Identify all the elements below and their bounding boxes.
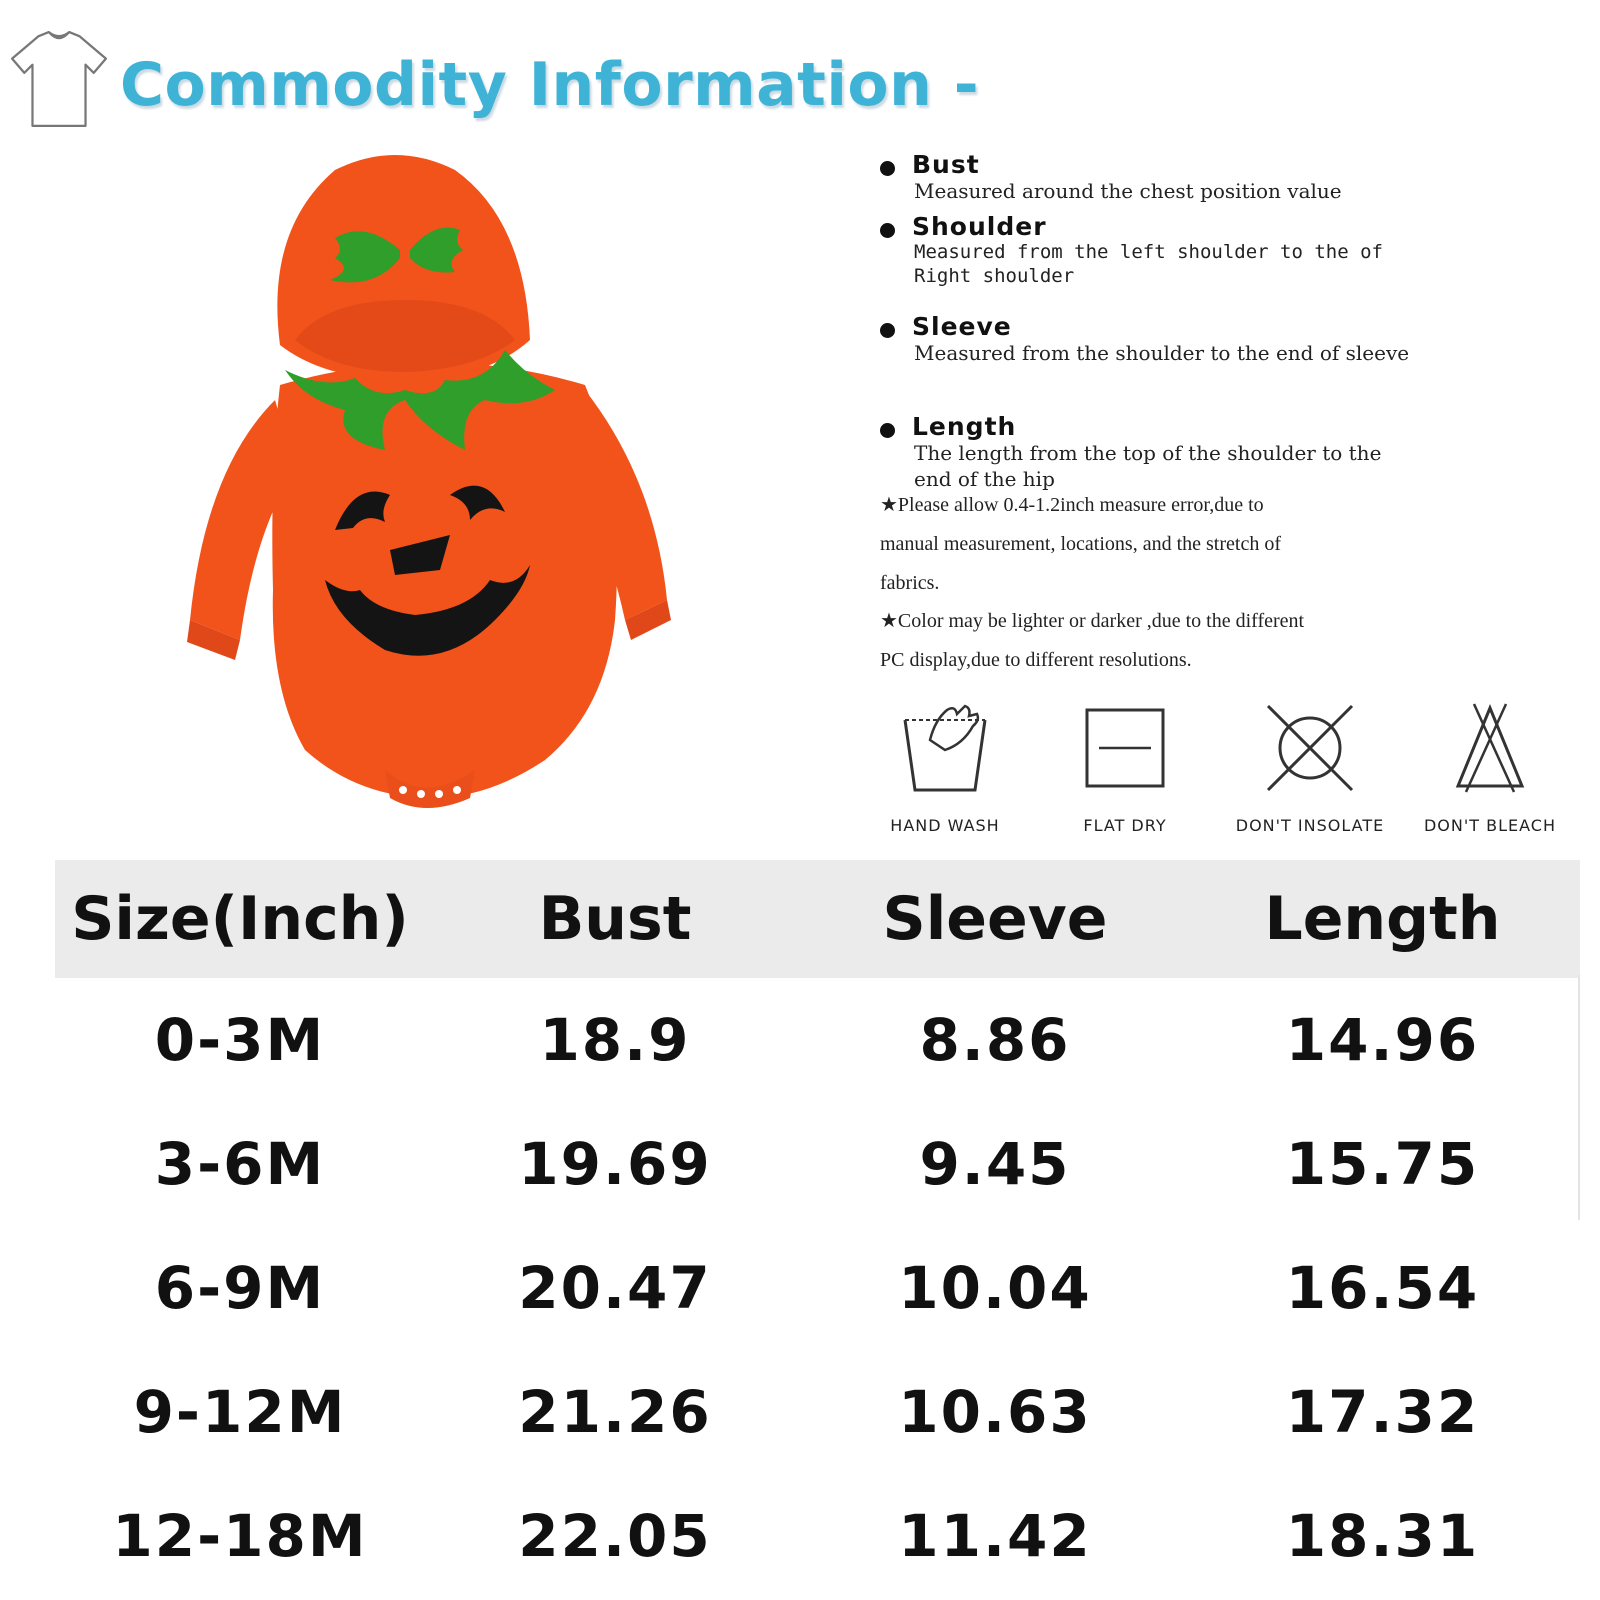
flat-dry-icon <box>1065 700 1185 800</box>
note-heading: Length <box>912 412 1017 441</box>
note-description: Measured from the left shoulder to the of Right shoulder <box>914 241 1383 287</box>
cell-size: 6-9M <box>154 1254 326 1322</box>
care-dont-insolate <box>1210 700 1410 840</box>
header-size: Size(Inch) <box>55 860 425 978</box>
bullet-icon <box>880 423 895 438</box>
note-heading: Sleeve <box>912 312 1012 341</box>
care-label: DON'T INSOLATE <box>1235 816 1385 835</box>
care-flat-dry <box>1025 700 1225 840</box>
cell-bust: 19.69 <box>518 1130 712 1198</box>
note-description: The length from the top of the shoulder to the end of the hip <box>914 441 1382 491</box>
no-bleach-icon <box>1430 700 1550 800</box>
cell-sleeve: 10.63 <box>898 1378 1092 1446</box>
cell-sleeve: 9.45 <box>919 1130 1071 1198</box>
care-label: FLAT DRY <box>1083 816 1167 835</box>
header-sleeve: Sleeve <box>805 860 1185 978</box>
no-sun-dry-icon <box>1250 700 1370 800</box>
bullet-icon <box>880 223 895 238</box>
pumpkin-romper-illustration <box>185 150 685 830</box>
cell-length: 16.54 <box>1285 1254 1480 1322</box>
measurement-notes <box>880 150 1580 690</box>
t-shirt-outline-icon <box>8 28 110 130</box>
note-description: Measured from the shoulder to the end of sleeve <box>914 341 1410 365</box>
cell-bust: 21.26 <box>518 1378 712 1446</box>
product-image <box>185 150 685 830</box>
table-row <box>55 978 1580 1102</box>
cell-size: 3-6M <box>154 1130 326 1198</box>
cell-length: 18.31 <box>1285 1502 1480 1570</box>
care-label: DON'T BLEACH <box>1423 816 1556 835</box>
cell-bust: 22.05 <box>518 1502 712 1570</box>
care-label: HAND WASH <box>890 816 1000 835</box>
bullet-icon <box>880 161 895 176</box>
hand-wash-icon <box>885 700 1005 800</box>
cell-size: 0-3M <box>154 1006 326 1074</box>
cell-size: 9-12M <box>133 1378 347 1446</box>
cell-length: 17.32 <box>1285 1378 1480 1446</box>
cell-size: 12-18M <box>112 1502 368 1570</box>
header-bust: Bust <box>425 860 805 978</box>
disclaimer-measure-error: ★Please allow 0.4-1.2inch measure error,due to manual measurement, locations, and the stretch of fabrics. <box>880 494 1281 594</box>
cell-sleeve: 8.86 <box>919 1006 1071 1074</box>
cell-length: 15.75 <box>1285 1130 1480 1198</box>
disclaimer-color: ★Color may be lighter or darker ,due to the different PC display,due to different resolutions. <box>880 610 1305 671</box>
size-chart-table <box>55 860 1580 1598</box>
table-row <box>55 1226 1580 1350</box>
table-row <box>55 1102 1580 1226</box>
header-length: Length <box>1185 860 1580 978</box>
table-header-row <box>55 860 1580 978</box>
care-hand-wash <box>845 700 1045 840</box>
cell-bust: 20.47 <box>518 1254 712 1322</box>
page-title: Commodity Information - <box>120 50 980 120</box>
cell-sleeve: 10.04 <box>898 1254 1092 1322</box>
care-dont-bleach <box>1390 700 1590 840</box>
note-heading: Bust <box>912 150 980 179</box>
table-row <box>55 1350 1580 1474</box>
cell-bust: 18.9 <box>539 1006 691 1074</box>
table-row <box>55 1474 1580 1598</box>
header <box>0 0 1600 140</box>
cell-sleeve: 11.42 <box>898 1502 1092 1570</box>
table-divider <box>1578 975 1580 1220</box>
note-heading: Shoulder <box>912 212 1047 241</box>
bullet-icon <box>880 323 895 338</box>
cell-length: 14.96 <box>1285 1006 1480 1074</box>
note-description: Measured around the chest position value <box>914 179 1342 203</box>
